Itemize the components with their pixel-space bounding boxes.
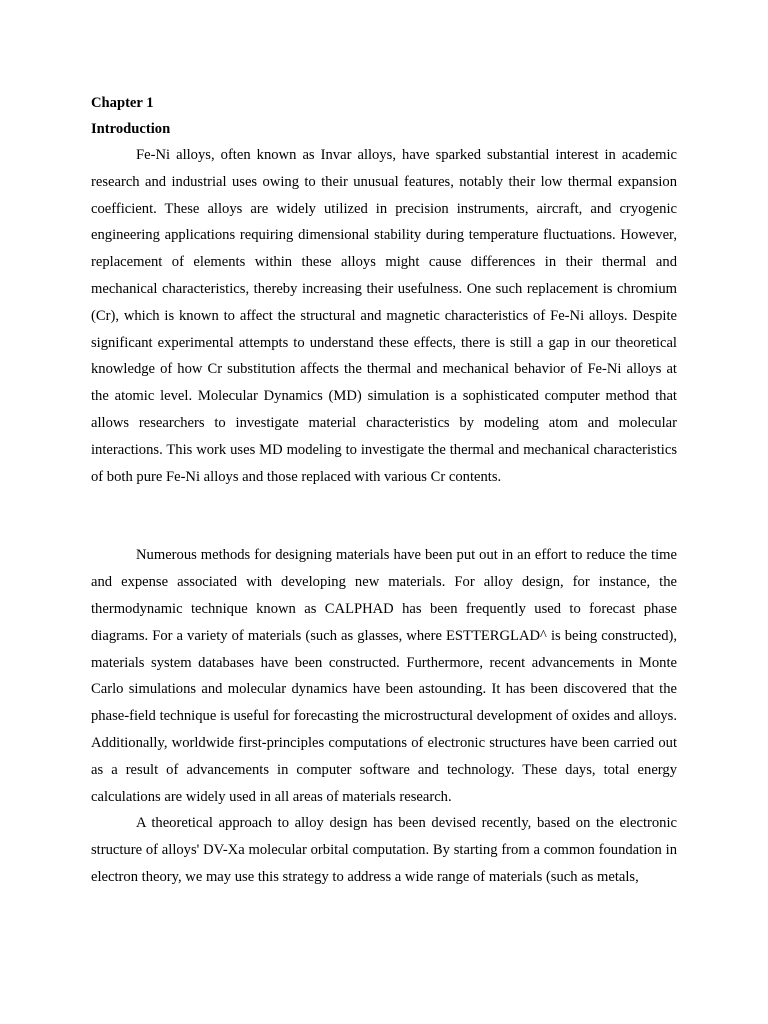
chapter-label: Chapter 1: [91, 95, 154, 111]
document-page: [91, 91, 677, 891]
paragraph-2: Numerous methods for designing materials have been put out in an effort to reduce the time and expense associated with developing new materials. For alloy design, for instance, the thermodynamic technique known as CALPHAD has been frequently used to forecast phase diagrams. For a variety of materials (such as glasses, where ESTTERGLAD^ is being constructed), materials system databases have been constructed. Furthermore, recent advancements in Monte Carlo simulations and molecular dynamics have been astounding. It has been discovered that the phase-field technique is useful for forecasting the microstructural development of oxides and alloys. Additionally, worldwide first-principles computations of electronic structures have been carried out as a result of advancements in computer software and technology. These days, total energy calculations are widely used in all areas of materials research.: [91, 547, 677, 805]
section-title: Introduction: [91, 120, 171, 137]
paragraph-spacer: [91, 490, 677, 542]
paragraph-3: A theoretical approach to alloy design has been devised recently, based on the electronic structure of alloys' DV-Xa molecular orbital computation. By starting from a common foundation in electron theory, we may use this strategy to address a wide range of materials (such as metals,: [91, 815, 677, 885]
paragraph-1: Fe-Ni alloys, often known as Invar alloys, have sparked substantial interest in academic research and industrial uses owing to their unusual features, notably their low thermal expansion coefficient. These alloys are widely utilized in precision instruments, aircraft, and cryogenic engineering applications requiring dimensional stability during temperature fluctuations. However, replacement of elements within these alloys might cause differences in their thermal and mechanical characteristics, thereby increasing their usefulness. One such replacement is chromium (Cr), which is known to affect the structural and magnetic characteristics of Fe-Ni alloys. Despite significant experimental attempts to understand these effects, there is still a gap in our theoretical knowledge of how Cr substitution affects the thermal and mechanical behavior of Fe-Ni alloys at the atomic level. Molecular Dynamics (MD) simulation is a sophisticated computer method that allows researchers to investigate material characteristics by modeling atom and molecular interactions. This work uses MD modeling to investigate the thermal and mechanical characteristics of both pure Fe-Ni alloys and those replaced with various Cr contents.: [91, 147, 677, 485]
